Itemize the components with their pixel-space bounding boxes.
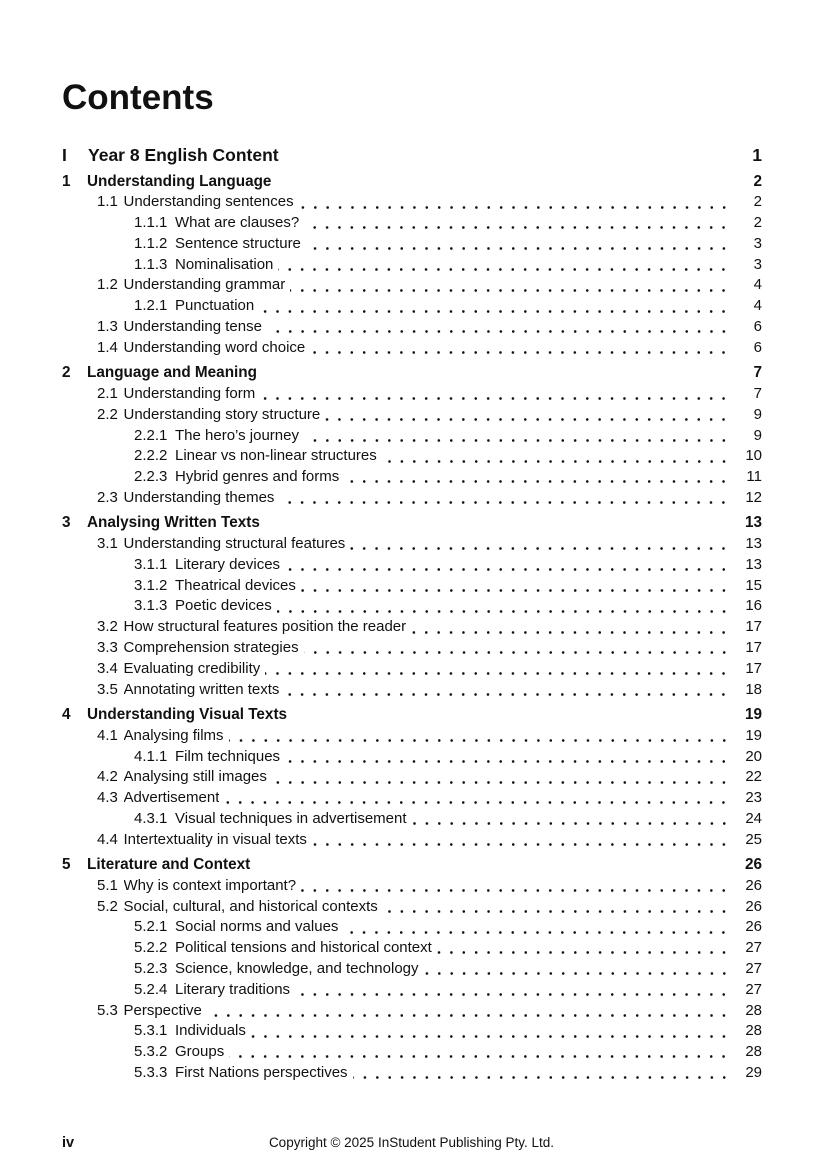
entry-title: Literature and Context xyxy=(87,856,251,873)
toc-section-row xyxy=(62,338,762,359)
entry-number: 3.1 xyxy=(97,535,118,553)
entry-number: 5.3 xyxy=(97,1001,118,1019)
toc-subsection-row xyxy=(62,576,762,597)
entry-number: 3.3 xyxy=(97,639,118,657)
entry-title: Understanding form xyxy=(123,384,256,402)
toc-chapter-row xyxy=(62,363,762,384)
dot-leader xyxy=(255,855,732,876)
toc-section-row xyxy=(62,617,762,638)
toc-subsection-row xyxy=(62,938,762,959)
entry-number: 5.3.3 xyxy=(134,1063,168,1081)
dot-leader xyxy=(290,275,732,296)
entry-page: 28 xyxy=(745,1001,762,1019)
footer-copyright: Copyright © 2025 InStudent Publishing Pty. Ltd. xyxy=(268,1135,555,1150)
entry-number: 5.3.1 xyxy=(134,1022,168,1040)
entry-title: Analysing films xyxy=(123,726,224,744)
dot-leader xyxy=(272,767,732,788)
entry-title: Comprehension strategies xyxy=(123,639,299,657)
entry-page: 15 xyxy=(745,576,762,594)
entry-title: Linear vs non-linear structures xyxy=(175,447,377,465)
dot-leader xyxy=(325,405,732,426)
entry-number: 1.1 xyxy=(97,193,118,211)
dot-leader xyxy=(412,809,732,830)
entry-title: Perspective xyxy=(123,1001,202,1019)
entry-page: 9 xyxy=(753,426,762,444)
toc-section-row xyxy=(62,680,762,701)
toc-section-row xyxy=(62,830,762,851)
entry-page: 13 xyxy=(745,555,762,573)
entry-page: 17 xyxy=(745,639,762,657)
toc-subsection-row xyxy=(62,296,762,317)
entry-number: 2.2 xyxy=(97,405,118,423)
entry-page: 7 xyxy=(753,364,762,382)
toc-subsection-row xyxy=(62,959,762,980)
toc-section-row xyxy=(62,726,762,747)
entry-page: 2 xyxy=(753,172,762,190)
entry-title: Understanding word choice xyxy=(123,338,306,356)
toc-section-row xyxy=(62,876,762,897)
entry-number: 2.2.1 xyxy=(134,426,168,444)
entry-page: 27 xyxy=(745,939,762,957)
toc-subsection-row xyxy=(62,1063,762,1084)
entry-number: 3.4 xyxy=(97,659,118,677)
toc-part-row xyxy=(62,144,762,167)
entry-title: Literary devices xyxy=(175,555,281,573)
entry-number: 5.1 xyxy=(97,876,118,894)
entry-title: Annotating written texts xyxy=(123,680,280,698)
entry-title: Understanding tense xyxy=(123,318,262,336)
entry-number: 5.2.4 xyxy=(134,980,168,998)
dot-leader xyxy=(262,363,732,384)
entry-title: What are clauses? xyxy=(175,214,300,232)
entry-page: 11 xyxy=(746,468,762,486)
toc-section-row xyxy=(62,788,762,809)
entry-page: 19 xyxy=(745,726,762,744)
dot-leader xyxy=(382,446,732,467)
entry-page: 13 xyxy=(745,535,762,553)
entry-page: 1 xyxy=(752,145,762,165)
entry-title: Nominalisation xyxy=(175,255,274,273)
toc-subsection-row xyxy=(62,213,762,234)
entry-title: The hero’s journey xyxy=(175,426,299,444)
entry-page: 17 xyxy=(745,659,762,677)
entry-number: 1.1.1 xyxy=(134,214,168,232)
entry-number: 1.4 xyxy=(97,338,118,356)
dot-leader xyxy=(312,830,732,851)
entry-page: 16 xyxy=(745,597,762,615)
dot-leader xyxy=(299,192,732,213)
entry-page: 27 xyxy=(745,980,762,998)
entry-title: Groups xyxy=(175,1043,225,1061)
entry-title: Understanding themes xyxy=(123,488,275,506)
dot-leader xyxy=(292,705,732,726)
entry-number: 4.1.1 xyxy=(134,747,168,765)
entry-page: 3 xyxy=(753,255,762,273)
table-of-contents xyxy=(62,144,762,1084)
entry-title: Analysing Written Texts xyxy=(87,514,260,532)
entry-title: Visual techniques in advertisement xyxy=(175,809,407,827)
entry-page: 27 xyxy=(745,959,762,977)
dot-leader xyxy=(260,384,732,405)
entry-title: How structural features position the reader xyxy=(123,618,407,636)
entry-page: 6 xyxy=(753,338,762,356)
entry-title: Advertisement xyxy=(123,789,220,807)
entry-page: 25 xyxy=(745,830,762,848)
toc-subsection-row xyxy=(62,426,762,447)
entry-number: 3.1.2 xyxy=(134,576,168,594)
entry-title: Why is context important? xyxy=(123,876,297,894)
entry-number: 4.1 xyxy=(97,726,118,744)
entry-page: 23 xyxy=(745,789,762,807)
entry-number: 3.2 xyxy=(97,618,118,636)
entry-title: Literary traditions xyxy=(175,980,291,998)
entry-title: Social, cultural, and historical contexts xyxy=(123,897,378,915)
toc-chapter-row xyxy=(62,513,762,534)
entry-number: 3.1.3 xyxy=(134,597,168,615)
dot-leader xyxy=(301,876,732,897)
entry-number: 3 xyxy=(62,514,71,532)
entry-number: 2.3 xyxy=(97,488,118,506)
entry-page: 7 xyxy=(753,384,762,402)
entry-number: 1.1.3 xyxy=(134,255,168,273)
entry-title: Film techniques xyxy=(175,747,281,765)
dot-leader xyxy=(304,213,732,234)
toc-subsection-row xyxy=(62,1042,762,1063)
entry-title: Understanding Language xyxy=(87,172,272,190)
entry-number: 5 xyxy=(62,856,71,873)
entry-title: First Nations perspectives xyxy=(175,1063,348,1081)
entry-number: 4 xyxy=(62,705,71,723)
entry-title: Evaluating credibility xyxy=(123,659,261,677)
dot-leader xyxy=(350,534,732,555)
toc-section-row xyxy=(62,317,762,338)
entry-title: Hybrid genres and forms xyxy=(175,468,340,486)
entry-title: Analysing still images xyxy=(123,768,267,786)
entry-page: 29 xyxy=(745,1063,762,1081)
toc-section-row xyxy=(62,405,762,426)
entry-number: 5.2.3 xyxy=(134,959,168,977)
toc-section-row xyxy=(62,384,762,405)
entry-number: 3.1.1 xyxy=(134,555,168,573)
entry-page: 4 xyxy=(753,297,762,315)
dot-leader xyxy=(295,980,732,1001)
entry-title: Individuals xyxy=(175,1022,246,1040)
entry-page: 2 xyxy=(753,214,762,232)
entry-title: Sentence structure xyxy=(175,234,301,252)
toc-subsection-row xyxy=(62,809,762,830)
entry-page: 26 xyxy=(745,897,762,915)
toc-subsection-row xyxy=(62,446,762,467)
dot-leader xyxy=(353,1063,732,1084)
entry-title: Political tensions and historical context xyxy=(175,939,432,957)
toc-subsection-row xyxy=(62,1021,762,1042)
entry-page: 10 xyxy=(745,447,762,465)
entry-number: 1.2 xyxy=(97,276,118,294)
entry-page: 17 xyxy=(745,618,762,636)
entry-title: Theatrical devices xyxy=(175,576,296,594)
entry-page: 13 xyxy=(744,514,762,532)
entry-number: 5.2.2 xyxy=(134,939,168,957)
entry-number: 2.1 xyxy=(97,384,118,402)
entry-number: I xyxy=(62,145,67,165)
dot-leader xyxy=(279,488,732,509)
dot-leader xyxy=(424,959,732,980)
entry-title: Punctuation xyxy=(175,297,255,315)
dot-leader xyxy=(304,426,732,447)
entry-number: 1.1.2 xyxy=(134,234,168,252)
dot-leader xyxy=(284,144,732,167)
entry-title: Understanding Visual Texts xyxy=(87,705,288,723)
page-footer xyxy=(0,1133,823,1153)
toc-subsection-row xyxy=(62,234,762,255)
entry-title: Understanding structural features xyxy=(123,535,346,553)
entry-number: 2.2.3 xyxy=(134,468,168,486)
toc-subsection-row xyxy=(62,917,762,938)
dot-leader xyxy=(229,1042,732,1063)
entry-number: 4.3.1 xyxy=(134,809,168,827)
dot-leader xyxy=(277,596,732,617)
entry-number: 4.3 xyxy=(97,789,118,807)
entry-page: 28 xyxy=(745,1043,762,1061)
toc-chapter-row xyxy=(62,705,762,726)
entry-title: Language and Meaning xyxy=(87,364,257,382)
toc-section-row xyxy=(62,767,762,788)
dot-leader xyxy=(285,555,732,576)
entry-page: 22 xyxy=(745,768,762,786)
entry-title: Understanding grammar xyxy=(123,276,286,294)
entry-title: Poetic devices xyxy=(175,597,272,615)
dot-leader xyxy=(437,938,732,959)
dot-leader xyxy=(229,726,732,747)
entry-title: Intertextuality in visual texts xyxy=(123,830,307,848)
entry-number: 2 xyxy=(62,364,71,382)
toc-section-row xyxy=(62,659,762,680)
entry-page: 4 xyxy=(753,276,762,294)
dot-leader xyxy=(276,172,732,193)
toc-section-row xyxy=(62,275,762,296)
page-title: Contents xyxy=(62,78,214,117)
toc-section-row xyxy=(62,534,762,555)
entry-page: 9 xyxy=(753,405,762,423)
entry-page: 26 xyxy=(745,918,762,936)
entry-number: 1.3 xyxy=(97,318,118,336)
toc-chapter-row xyxy=(62,172,762,193)
dot-leader xyxy=(411,617,732,638)
entry-number: 1.2.1 xyxy=(134,297,168,315)
entry-page: 20 xyxy=(745,747,762,765)
dot-leader xyxy=(306,234,732,255)
entry-page: 19 xyxy=(744,705,762,723)
toc-subsection-row xyxy=(62,980,762,1001)
dot-leader xyxy=(310,338,732,359)
dot-leader xyxy=(344,467,732,488)
entry-number: 1 xyxy=(62,172,71,190)
entry-page: 12 xyxy=(745,488,762,506)
toc-subsection-row xyxy=(62,467,762,488)
entry-number: 5.2.1 xyxy=(134,918,168,936)
entry-title: Understanding story structure xyxy=(123,405,321,423)
toc-subsection-row xyxy=(62,747,762,768)
entry-page: 26 xyxy=(744,856,762,873)
footer-page-number: iv xyxy=(62,1135,75,1151)
dot-leader xyxy=(301,576,732,597)
entry-page: 2 xyxy=(753,193,762,211)
entry-page: 3 xyxy=(753,234,762,252)
dot-leader xyxy=(343,917,732,938)
dot-leader xyxy=(265,659,732,680)
toc-subsection-row xyxy=(62,596,762,617)
toc-section-row xyxy=(62,638,762,659)
dot-leader xyxy=(224,788,732,809)
entry-number: 3.5 xyxy=(97,680,118,698)
entry-page: 6 xyxy=(753,318,762,336)
toc-section-row xyxy=(62,488,762,509)
toc-subsection-row xyxy=(62,255,762,276)
entry-page: 18 xyxy=(745,680,762,698)
entry-page: 24 xyxy=(745,809,762,827)
dot-leader xyxy=(265,513,732,534)
entry-title: Year 8 English Content xyxy=(88,145,279,165)
dot-leader xyxy=(304,638,732,659)
entry-title: Social norms and values xyxy=(175,918,339,936)
dot-leader xyxy=(251,1021,732,1042)
toc-section-row xyxy=(62,897,762,918)
entry-page: 28 xyxy=(745,1022,762,1040)
dot-leader xyxy=(284,680,732,701)
dot-leader xyxy=(383,897,732,918)
entry-title: Science, knowledge, and technology xyxy=(175,959,419,977)
dot-leader xyxy=(285,747,732,768)
entry-title: Understanding sentences xyxy=(123,193,294,211)
entry-number: 4.2 xyxy=(97,768,118,786)
entry-number: 5.3.2 xyxy=(134,1043,168,1061)
toc-section-row xyxy=(62,1001,762,1022)
toc-section-row xyxy=(62,192,762,213)
dot-leader xyxy=(207,1001,732,1022)
toc-chapter-row xyxy=(62,855,762,876)
entry-number: 2.2.2 xyxy=(134,447,168,465)
entry-number: 5.2 xyxy=(97,897,118,915)
entry-page: 26 xyxy=(745,876,762,894)
dot-leader xyxy=(267,317,732,338)
toc-subsection-row xyxy=(62,555,762,576)
dot-leader xyxy=(278,255,732,276)
dot-leader xyxy=(259,296,732,317)
entry-number: 4.4 xyxy=(97,830,118,848)
